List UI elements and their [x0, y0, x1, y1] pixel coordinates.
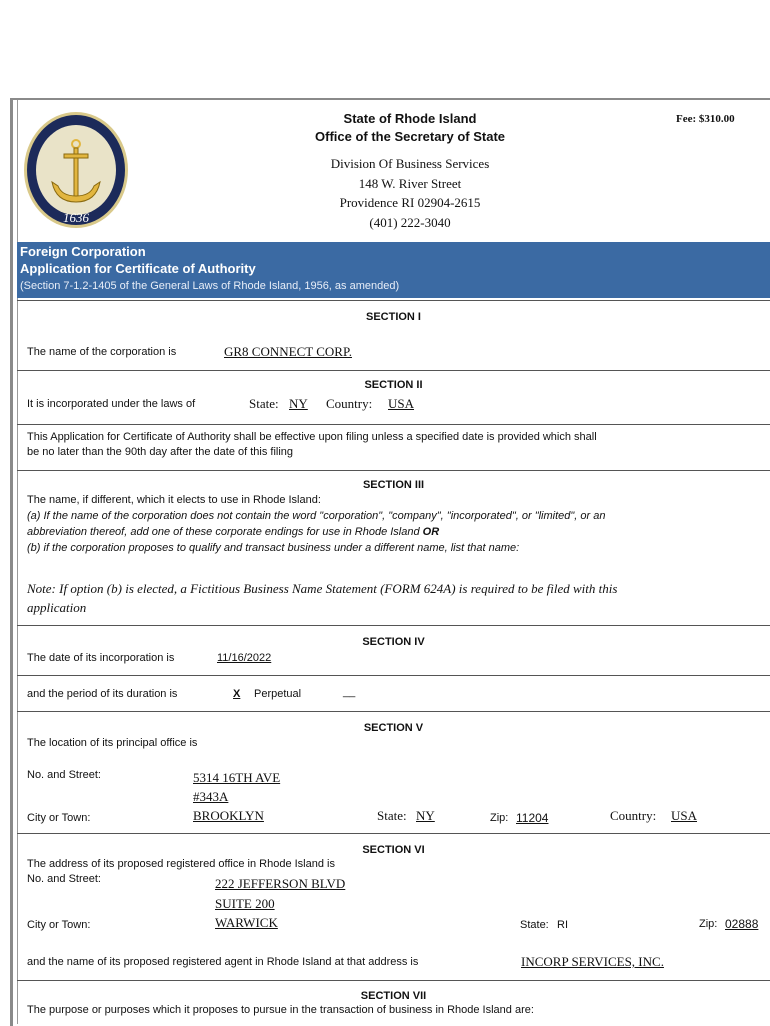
s6-state-value: RI: [557, 919, 568, 931]
s5-state-label: State:: [377, 808, 407, 823]
s5-street-2: #343A: [193, 789, 229, 804]
agent-label: and the name of its proposed registered agent in Rhode Island at that address is: [27, 956, 419, 968]
s6-city-value: WARWICK: [215, 915, 278, 930]
incorp-date-label: The date of its incorporation is: [27, 652, 175, 664]
s3-line-3-text: abbreviation thereof, add one of these corporate endings for use in Rhode Island: [27, 526, 420, 538]
s5-country-value: USA: [671, 808, 698, 823]
banner-subtitle: (Section 7-1.2-1405 of the General Laws of Rhode Island, 1956, as amended): [20, 280, 400, 292]
duration-label: and the period of its duration is: [27, 688, 178, 700]
section-2-title: SECTION II: [364, 379, 423, 391]
section-4-title: SECTION IV: [362, 636, 425, 648]
incorp-country-value: USA: [388, 396, 415, 411]
s5-country-label: Country:: [610, 808, 657, 823]
section-6-title: SECTION VI: [362, 844, 425, 856]
s3-line-4: (b) if the corporation proposes to qualify and transact business under a different name, list that name:: [27, 542, 520, 554]
form-title-banner: [17, 242, 770, 298]
divider: [17, 675, 770, 676]
s6-city-label: City or Town:: [27, 919, 91, 931]
incorp-date-value: 11/16/2022: [217, 652, 272, 664]
office-phone: (401) 222-3040: [369, 215, 451, 230]
state-seal-logo: [22, 110, 130, 230]
s6-zip-label: Zip:: [699, 918, 718, 930]
s6-street-label: No. and Street:: [27, 873, 101, 885]
corp-name-label: The name of the corporation is: [27, 346, 177, 358]
perpetual-label: Perpetual: [254, 688, 302, 700]
s5-city-value: BROOKLYN: [193, 808, 264, 823]
s3-note-2: application: [27, 600, 87, 615]
division-name: Division Of Business Services: [330, 156, 490, 171]
effective-line-2: be no later than the 90th day after the date of this filing: [27, 446, 294, 458]
divider: [17, 625, 770, 626]
incorp-state-value: NY: [289, 396, 308, 411]
form-inner-frame: [17, 100, 770, 1024]
section-1-title: SECTION I: [365, 311, 421, 323]
section-5-title: SECTION V: [363, 722, 424, 734]
agent-value: INCORP SERVICES, INC.: [521, 954, 664, 969]
s3-line-1: The name, if different, which it elects to use in Rhode Island:: [27, 494, 321, 506]
s3-line-2: (a) If the name of the corporation does not contain the word "corporation", "company", "incorporated", or "limited", or an: [27, 510, 606, 522]
divider: [17, 833, 770, 834]
registered-office-label: The address of its proposed registered office in Rhode Island is: [27, 858, 335, 870]
purpose-label: The purpose or purposes which it proposes to pursue in the transaction of business in Rhode Island are:: [27, 1004, 534, 1016]
banner-title-2: Application for Certificate of Authority: [20, 261, 256, 276]
office-title: Office of the Secretary of State: [315, 129, 505, 144]
s3-note-1: Note: If option (b) is elected, a Fictitious Business Name Statement (FORM 624A) is required to be filed with this: [27, 581, 618, 596]
section-3-title: SECTION III: [362, 479, 425, 491]
state-title: State of Rhode Island: [343, 111, 477, 126]
effective-line-1: This Application for Certificate of Authority shall be effective upon filing unless a specified date is provided which shall: [27, 431, 597, 443]
divider: [17, 980, 770, 981]
incorp-country-label: Country:: [326, 396, 373, 411]
divider: [17, 370, 770, 371]
incorp-state-label: State:: [249, 396, 279, 411]
divider: [17, 711, 770, 712]
duration-blank: __: [343, 686, 356, 698]
office-street: 148 W. River Street: [358, 176, 462, 191]
incorporated-label: It is incorporated under the laws of: [27, 398, 196, 410]
divider: [17, 300, 770, 301]
office-city: Providence RI 02904-2615: [339, 195, 481, 210]
principal-office-label: The location of its principal office is: [27, 737, 198, 749]
corp-name-value: GR8 CONNECT CORP.: [224, 344, 352, 359]
s6-zip-value: 02888: [725, 917, 759, 931]
perpetual-mark: X: [233, 688, 241, 700]
divider: [17, 424, 770, 425]
s5-zip-value: 11204: [516, 811, 549, 825]
s3-line-3: [27, 526, 439, 538]
s5-street-label: No. and Street:: [27, 769, 101, 781]
section-7-title: SECTION VII: [360, 990, 427, 1002]
banner-title-1: Foreign Corporation: [20, 244, 146, 259]
s5-state-value: NY: [416, 808, 435, 823]
seal-year: 1636: [63, 210, 89, 225]
s6-state-label: State:: [520, 919, 549, 931]
s3-or: OR: [422, 526, 440, 538]
s5-city-label: City or Town:: [27, 812, 91, 824]
s5-zip-label: Zip:: [490, 812, 509, 824]
fee-label: Fee: $310.00: [676, 113, 735, 125]
s6-street-1: 222 JEFFERSON BLVD: [215, 876, 346, 891]
s5-street-1: 5314 16TH AVE: [193, 770, 281, 785]
divider: [17, 470, 770, 471]
s6-street-2: SUITE 200: [215, 896, 275, 911]
